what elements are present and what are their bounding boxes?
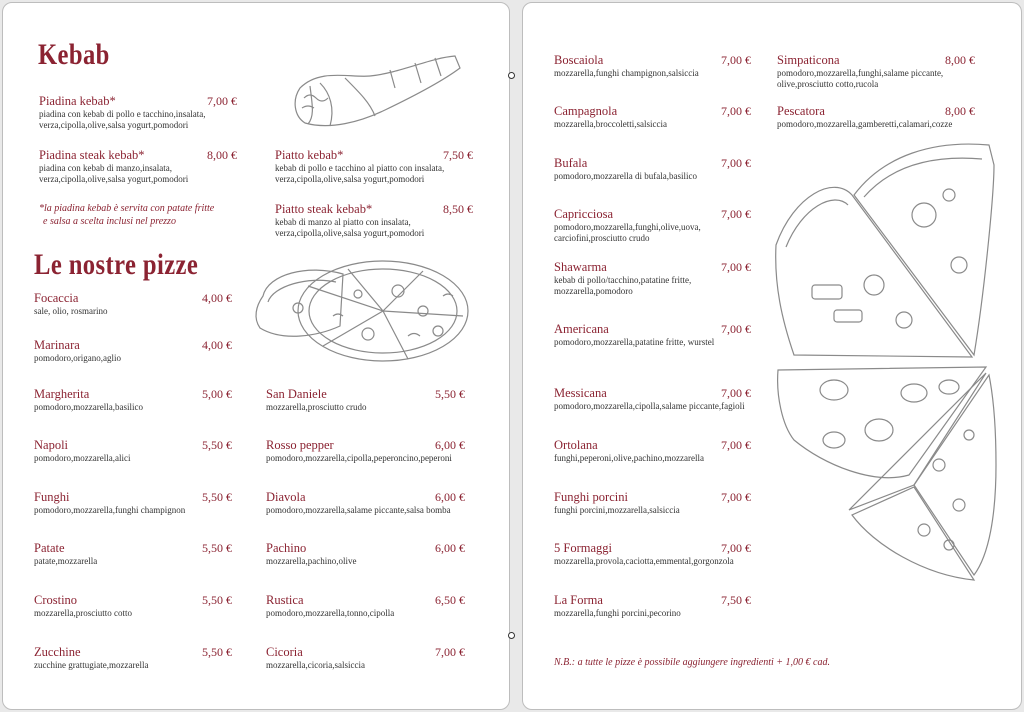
- item-description: pomodoro,mozzarella,alici: [34, 453, 131, 463]
- item-price: 8,00 €: [945, 104, 975, 118]
- pizze-footnote: N.B.: a tutte le pizze è possibile aggiungere ingredienti + 1,00 € cad.: [554, 657, 830, 668]
- item-price: 7,00 €: [721, 104, 751, 118]
- item-price: 5,50 €: [202, 645, 232, 659]
- item-price: 8,50 €: [443, 202, 473, 216]
- kebab-item: [275, 202, 473, 239]
- pizze-title: Le nostre pizze: [34, 248, 199, 281]
- item-price: 7,00 €: [721, 541, 751, 555]
- item-name: Funghi porcini: [554, 490, 628, 504]
- item-description: pomodoro,mozzarella,basilico: [34, 402, 143, 412]
- item-price: 7,00 €: [207, 94, 237, 108]
- pizza-item: [266, 387, 465, 413]
- item-description: mozzarella,funghi porcini,pecorino: [554, 608, 681, 618]
- item-price: 5,00 €: [202, 387, 232, 401]
- item-name: Piatto steak kebab*: [275, 202, 373, 216]
- item-price: 5,50 €: [202, 593, 232, 607]
- item-description: kebab di manzo al piatto con insalata, verza,cipolla,olive,salsa yogurt,pomodori: [275, 217, 425, 238]
- item-description: piadina con kebab di pollo e tacchino,insalata, verza,cipolla,olive,salsa yogurt,pomodori: [39, 109, 206, 130]
- item-name: Simpaticona: [777, 53, 840, 67]
- kebab-note-line: *la piadina kebab è servita con patate fritte: [39, 203, 215, 214]
- item-price: 5,50 €: [202, 438, 232, 452]
- item-name: Piadina kebab*: [39, 94, 116, 108]
- item-name: Ortolana: [554, 438, 598, 452]
- item-name: Focaccia: [34, 291, 79, 305]
- kebab-title: Kebab: [38, 38, 110, 71]
- item-description: mozzarella,prosciutto crudo: [266, 402, 367, 412]
- pizza-item: [34, 438, 232, 464]
- kebab-note: [39, 202, 254, 228]
- item-name: Margherita: [34, 387, 90, 401]
- item-price: 7,00 €: [721, 490, 751, 504]
- item-name: Funghi: [34, 490, 70, 504]
- item-description: pomodoro,origano,aglio: [34, 353, 121, 363]
- item-name: Messicana: [554, 386, 607, 400]
- item-price: 5,50 €: [202, 541, 232, 555]
- pizza-item: [554, 207, 751, 244]
- item-price: 8,00 €: [945, 53, 975, 67]
- item-price: 4,00 €: [202, 338, 232, 352]
- item-name: Americana: [554, 322, 609, 336]
- pizza-item: [554, 593, 751, 619]
- pizza-item: [554, 438, 751, 464]
- kebab-item: [275, 148, 473, 185]
- item-name: Cicoria: [266, 645, 303, 659]
- pizza-item: [554, 260, 751, 297]
- pizza-item: [554, 53, 751, 79]
- pizza-item: [266, 490, 465, 516]
- item-price: 7,00 €: [721, 386, 751, 400]
- kebab-item: [39, 148, 237, 185]
- item-description: mozzarella,pachino,olive: [266, 556, 357, 566]
- item-name: Rosso pepper: [266, 438, 334, 452]
- pizza-item: [34, 291, 232, 317]
- pizza-item: [34, 387, 232, 413]
- item-description: pomodoro,mozzarella,gamberetti,calamari,cozze: [777, 119, 953, 129]
- item-price: 6,50 €: [435, 593, 465, 607]
- item-name: Pachino: [266, 541, 307, 555]
- item-name: Rustica: [266, 593, 304, 607]
- pizza-item: [554, 490, 751, 516]
- item-description: sale, olio, rosmarino: [34, 306, 108, 316]
- item-description: mozzarella,cicoria,salsiccia: [266, 660, 365, 670]
- item-price: 7,00 €: [721, 260, 751, 274]
- kebab-item: [39, 94, 237, 131]
- item-price: 6,00 €: [435, 490, 465, 504]
- item-name: Pescatora: [777, 104, 825, 118]
- pizza-item: [777, 104, 975, 130]
- item-price: 6,00 €: [435, 438, 465, 452]
- item-description: pomodoro,mozzarella,cipolla,peperoncino,peperoni: [266, 453, 452, 463]
- item-price: 7,00 €: [721, 322, 751, 336]
- item-description: kebab di pollo e tacchino al piatto con insalata, verza,cipolla,olive,salsa yogurt,pomodori: [275, 163, 445, 184]
- item-name: Crostino: [34, 593, 78, 607]
- item-description: pomodoro,mozzarella,funghi,olive,uova, carciofini,prosciutto crudo: [554, 222, 701, 243]
- pizza-item: [554, 386, 764, 412]
- item-description: funghi porcini,mozzarella,salsiccia: [554, 505, 680, 515]
- item-price: 4,00 €: [202, 291, 232, 305]
- item-price: 7,00 €: [721, 53, 751, 67]
- item-price: 5,50 €: [435, 387, 465, 401]
- item-description: pomodoro,mozzarella,funghi,salame piccante, olive,prosciutto cotto,rucola: [777, 68, 944, 89]
- whole-pizza-illustration: [248, 256, 473, 371]
- pizza-item: [266, 541, 465, 567]
- item-description: pomodoro,mozzarella,salame piccante,salsa bomba: [266, 505, 451, 515]
- item-name: Boscaiola: [554, 53, 604, 67]
- item-name: Piatto kebab*: [275, 148, 344, 162]
- item-name: Capricciosa: [554, 207, 614, 221]
- item-price: 7,00 €: [435, 645, 465, 659]
- pizza-item: [34, 490, 232, 516]
- binder-hole-top: [508, 72, 515, 79]
- item-description: mozzarella,prosciutto cotto: [34, 608, 132, 618]
- item-description: piadina con kebab di manzo,insalata, verza,cipolla,olive,salsa yogurt,pomodori: [39, 163, 189, 184]
- pizza-item: [554, 322, 751, 348]
- item-name: Campagnola: [554, 104, 618, 118]
- item-description: zucchine grattugiate,mozzarella: [34, 660, 149, 670]
- item-name: La Forma: [554, 593, 603, 607]
- item-price: 7,00 €: [721, 156, 751, 170]
- item-description: patate,mozzarella: [34, 556, 98, 566]
- item-description: mozzarella,provola,caciotta,emmental,gorgonzola: [554, 556, 734, 566]
- item-price: 7,50 €: [721, 593, 751, 607]
- item-name: Shawarma: [554, 260, 607, 274]
- item-name: Bufala: [554, 156, 588, 170]
- item-name: 5 Formaggi: [554, 541, 612, 555]
- item-price: 6,00 €: [435, 541, 465, 555]
- item-name: Piadina steak kebab*: [39, 148, 145, 162]
- kebab-wrap-illustration: [290, 48, 465, 138]
- pizza-slices-illustration: [774, 135, 1000, 585]
- pizza-item: [34, 645, 232, 671]
- item-description: mozzarella,broccoletti,salsiccia: [554, 119, 667, 129]
- pizza-item: [777, 53, 975, 90]
- item-price: 5,50 €: [202, 490, 232, 504]
- item-price: 7,00 €: [721, 438, 751, 452]
- item-name: Napoli: [34, 438, 69, 452]
- item-name: Zucchine: [34, 645, 81, 659]
- item-description: funghi,peperoni,olive,pachino,mozzarella: [554, 453, 704, 463]
- binder-hole-bottom: [508, 632, 515, 639]
- item-description: kebab di pollo/tacchino,patatine fritte, mozzarella,pomodoro: [554, 275, 692, 296]
- pizza-item: [34, 541, 232, 567]
- item-description: pomodoro,mozzarella di bufala,basilico: [554, 171, 697, 181]
- pizza-item: [266, 593, 465, 619]
- item-name: Patate: [34, 541, 65, 555]
- pizza-item: [554, 104, 751, 130]
- pizza-item: [34, 593, 232, 619]
- pizza-item: [266, 645, 465, 671]
- pizza-item: [34, 338, 232, 364]
- item-name: Diavola: [266, 490, 306, 504]
- item-name: San Daniele: [266, 387, 327, 401]
- item-price: 8,00 €: [207, 148, 237, 162]
- pizza-item: [554, 541, 751, 567]
- pizza-item: [266, 438, 465, 464]
- item-description: pomodoro,mozzarella,tonno,cipolla: [266, 608, 395, 618]
- item-name: Marinara: [34, 338, 80, 352]
- item-price: 7,50 €: [443, 148, 473, 162]
- item-description: pomodoro,mozzarella,cipolla,salame piccante,fagioli: [554, 401, 745, 411]
- item-description: pomodoro,mozzarella,funghi champignon: [34, 505, 186, 515]
- item-description: pomodoro,mozzarella,patatine fritte, wurstel: [554, 337, 715, 347]
- pizza-item: [554, 156, 751, 182]
- item-description: mozzarella,funghi champignon,salsiccia: [554, 68, 699, 78]
- kebab-note-line: e salsa a scelta inclusi nel prezzo: [43, 216, 176, 227]
- item-price: 7,00 €: [721, 207, 751, 221]
